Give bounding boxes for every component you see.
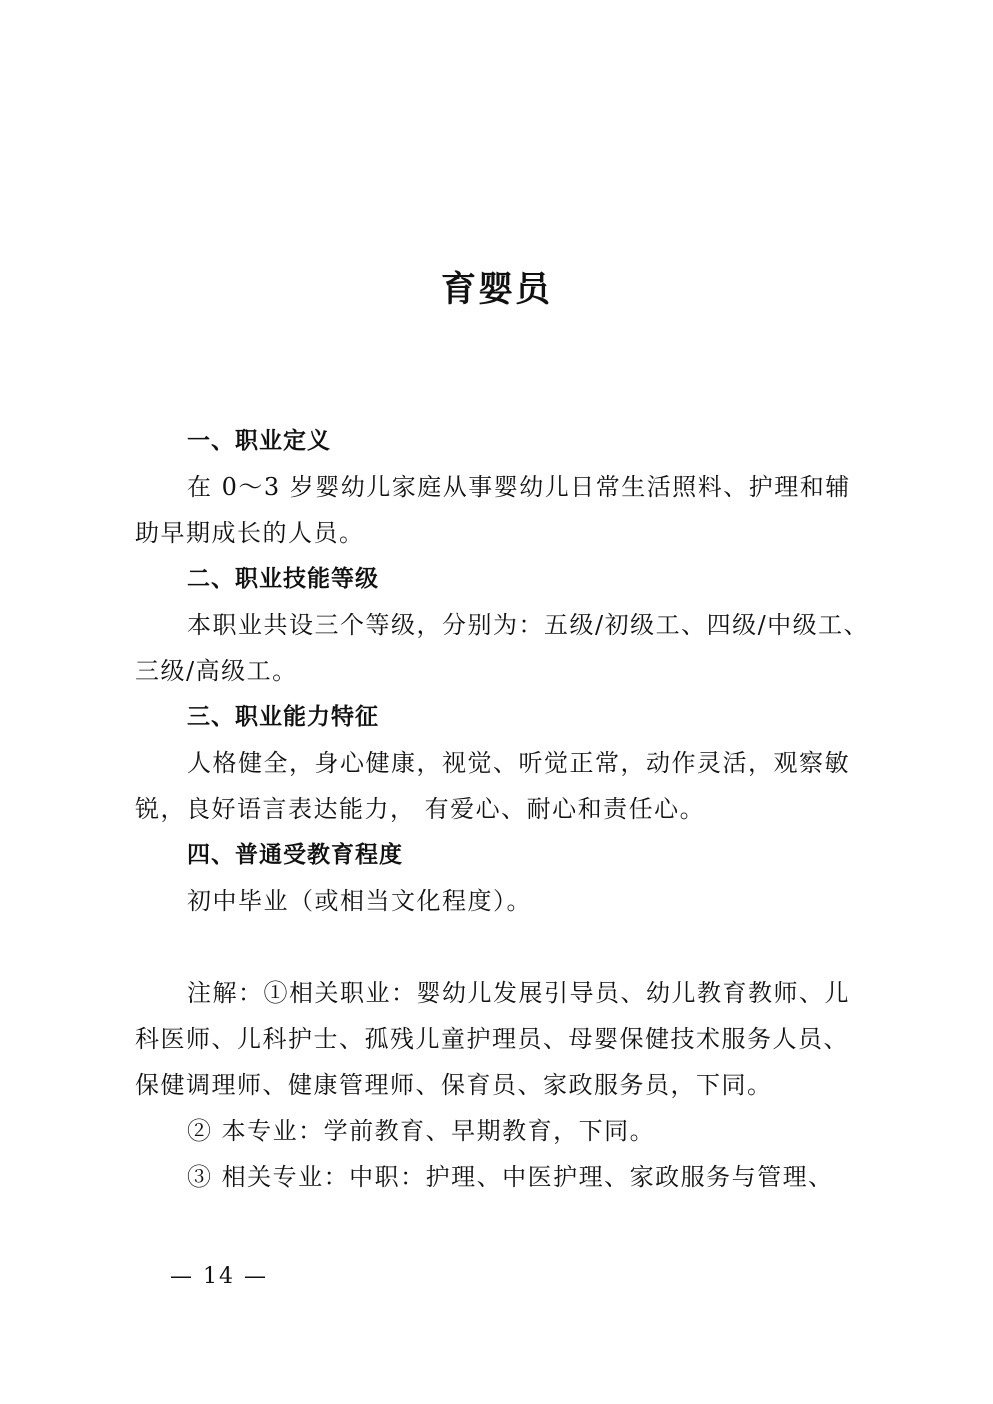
- section-heading-skill-levels: 二、职业技能等级: [187, 566, 379, 592]
- paragraph-line: 初中毕业（或相当文化程度）。: [187, 887, 532, 915]
- page-title: 育婴员: [440, 270, 552, 310]
- paragraph-line: 在 0～3 岁婴幼儿家庭从事婴幼儿日常生活照料、护理和辅: [187, 473, 851, 501]
- note-line: 科医师、儿科护士、孤残儿童护理员、母婴保健技术服务人员、: [135, 1025, 849, 1053]
- note-line: ② 本专业：学前教育、早期教育，下同。: [187, 1117, 656, 1145]
- note-line: 保健调理师、健康管理师、保育员、家政服务员，下同。: [135, 1071, 773, 1099]
- note-line: ③ 相关专业：中职：护理、中医护理、家政服务与管理、: [187, 1163, 834, 1191]
- note-line: 注解：①相关职业：婴幼儿发展引导员、幼儿教育教师、儿: [187, 979, 850, 1007]
- paragraph-line: 三级/高级工。: [135, 657, 298, 685]
- section-heading-education: 四、普通受教育程度: [187, 842, 403, 868]
- paragraph-line: 助早期成长的人员。: [135, 519, 365, 547]
- section-heading-definition: 一、职业定义: [187, 428, 331, 454]
- spacer: [135, 924, 870, 970]
- paragraph-line: 本职业共设三个等级，分别为：五级/初级工、四级/中级工、: [187, 611, 870, 639]
- section-heading-ability: 三、职业能力特征: [187, 704, 379, 730]
- paragraph-line: 人格健全，身心健康，视觉、听觉正常，动作灵活，观察敏: [187, 749, 850, 777]
- page-number: — 14 —: [170, 1264, 268, 1289]
- document-body: [135, 418, 870, 1200]
- paragraph-line: 锐，良好语言表达能力， 有爱心、耐心和责任心。: [135, 795, 706, 823]
